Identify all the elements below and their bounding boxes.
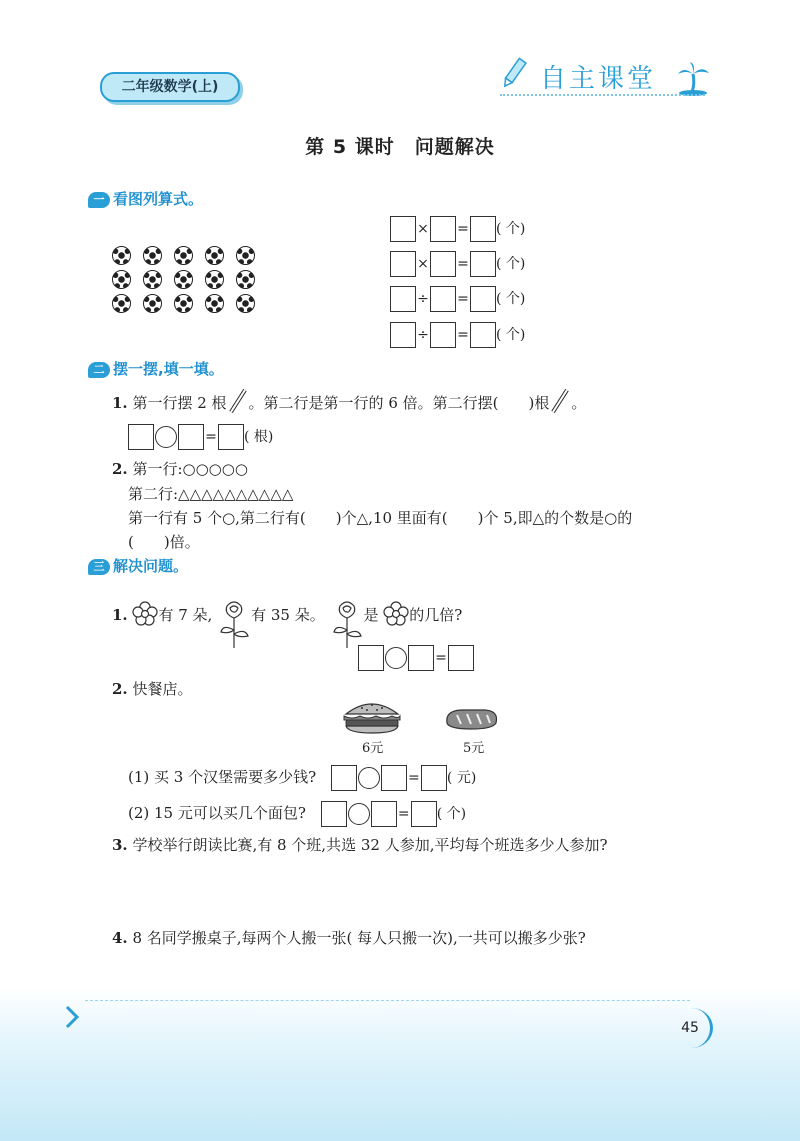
burger-price: 6元 xyxy=(362,741,384,756)
equals-sign: = xyxy=(408,770,420,786)
equals-sign: = xyxy=(457,327,469,343)
operator-circle[interactable] xyxy=(385,647,407,669)
section-3-number: 三 xyxy=(88,559,110,575)
q1-text-part: 有 35 朵。 xyxy=(251,606,325,624)
question-text: 学校举行朗读比赛,有 8 个班,共选 32 人参加,平均每个班选多少人参加? xyxy=(132,836,608,854)
section-2-number: 二 xyxy=(88,362,110,378)
q2-row1-text: 第一行:○○○○○ xyxy=(132,460,248,478)
section-3-title: 解决问题。 xyxy=(113,557,189,575)
section-2-heading xyxy=(88,358,224,379)
s2-question-1 xyxy=(112,388,586,414)
s2-q1-equation xyxy=(128,424,273,450)
s3-q2-sub1 xyxy=(128,765,476,791)
equals-sign: = xyxy=(457,291,469,307)
operator-circle[interactable] xyxy=(155,426,177,448)
answer-box[interactable] xyxy=(411,801,437,827)
q2-statement-line1: 第一行有 5 个○,第二行有( )个△,10 里面有( )个 5,即△的个数是○的 xyxy=(128,509,633,527)
s3-question-3 xyxy=(112,834,608,855)
question-number: 1. xyxy=(112,606,128,624)
answer-box[interactable] xyxy=(421,765,447,791)
soccer-ball-icon xyxy=(112,270,131,289)
soccer-ball-icon xyxy=(236,246,255,265)
q1-text-part: 是 xyxy=(363,606,379,624)
question-number: 3. xyxy=(112,836,128,854)
header-divider xyxy=(500,94,705,96)
answer-box[interactable] xyxy=(430,251,456,277)
equation-row-1 xyxy=(390,216,525,242)
answer-box[interactable] xyxy=(470,251,496,277)
brand-title: 自主课堂 xyxy=(540,64,657,94)
answer-box[interactable] xyxy=(430,286,456,312)
equation-row-4 xyxy=(390,322,525,348)
section-2-title: 摆一摆,填一填。 xyxy=(113,360,224,378)
s2-question-2 xyxy=(112,458,248,479)
unit-label: ( 个) xyxy=(496,221,526,237)
equals-sign: = xyxy=(457,221,469,237)
equals-sign: = xyxy=(205,429,217,445)
answer-box[interactable] xyxy=(408,645,434,671)
answer-box[interactable] xyxy=(390,216,416,242)
soccer-ball-icon xyxy=(205,270,224,289)
grade-label: 二年级数学(上) xyxy=(100,72,240,102)
answer-box[interactable] xyxy=(381,765,407,791)
bread-price: 5元 xyxy=(463,741,485,756)
stick-icon xyxy=(227,388,249,414)
answer-box[interactable] xyxy=(448,645,474,671)
chevron-right-icon xyxy=(64,1004,80,1034)
answer-box[interactable] xyxy=(218,424,244,450)
answer-box[interactable] xyxy=(470,286,496,312)
operator: × xyxy=(417,256,429,272)
soccer-ball-icon xyxy=(174,294,193,313)
section-3-heading xyxy=(88,555,188,576)
equals-sign: = xyxy=(397,806,410,822)
soccer-ball-icon xyxy=(205,294,224,313)
question-number: 4. xyxy=(112,929,128,947)
q2-title: 快餐店。 xyxy=(132,680,193,698)
rose-icon xyxy=(330,598,364,650)
q2-row2-text: 第二行:△△△△△△△△△△ xyxy=(128,485,294,503)
soccer-ball-icon xyxy=(112,246,131,265)
soccer-ball-icon xyxy=(143,246,162,265)
sub-question-text: (2) 15 元可以买几个面包? xyxy=(128,804,306,822)
answer-box[interactable] xyxy=(390,322,416,348)
s3-question-4 xyxy=(112,927,586,948)
section-1-title: 看图列算式。 xyxy=(113,190,204,208)
equals-sign: = xyxy=(457,256,469,272)
q2-statement-line2: ( )倍。 xyxy=(128,533,200,551)
answer-box[interactable] xyxy=(430,322,456,348)
operator-circle[interactable] xyxy=(358,767,380,789)
s3-question-2 xyxy=(112,678,192,699)
hamburger-icon xyxy=(342,698,402,738)
page-title: 第 5 课时 问题解决 xyxy=(305,136,495,158)
q1-text-part: 有 7 朵, xyxy=(158,606,213,624)
q1-text-part: 的几倍? xyxy=(409,606,463,624)
operator: × xyxy=(417,221,429,237)
s3-q1-equation xyxy=(358,645,474,671)
soccer-ball-icon xyxy=(112,294,131,313)
unit-label: ( 个) xyxy=(436,806,467,822)
soccer-ball-icon xyxy=(236,294,255,313)
flower-icon xyxy=(132,601,158,627)
flower-icon xyxy=(383,601,409,627)
operator: ÷ xyxy=(417,327,429,343)
equation-row-2 xyxy=(390,251,525,277)
equation-row-3 xyxy=(390,286,525,312)
q1-text-part: 第一行摆 2 根 xyxy=(132,394,227,412)
answer-box[interactable] xyxy=(331,765,357,791)
s3-q2-sub2 xyxy=(128,801,466,827)
question-number: 1. xyxy=(112,394,128,412)
answer-box[interactable] xyxy=(430,216,456,242)
pencil-icon xyxy=(500,56,528,94)
answer-box[interactable] xyxy=(470,322,496,348)
question-number: 2. xyxy=(112,680,128,698)
soccer-ball-icon xyxy=(236,270,255,289)
question-text: 8 名同学搬桌子,每两个人搬一张( 每人只搬一次),一共可以搬多少张? xyxy=(132,929,586,947)
sub-question-text: (1) 买 3 个汉堡需要多少钱? xyxy=(128,768,317,786)
bread-icon xyxy=(443,707,499,735)
answer-box[interactable] xyxy=(321,801,347,827)
answer-box[interactable] xyxy=(128,424,154,450)
soccer-ball-icon xyxy=(174,246,193,265)
rose-icon xyxy=(217,598,251,650)
question-number: 2. xyxy=(112,460,128,478)
unit-label: ( 根) xyxy=(244,429,274,445)
soccer-ball-icon xyxy=(143,270,162,289)
section-1-heading xyxy=(88,188,203,209)
soccer-ball-icon xyxy=(174,270,193,289)
unit-label: ( 元) xyxy=(446,770,477,786)
stick-icon xyxy=(549,388,571,414)
equals-sign: = xyxy=(435,650,447,666)
answer-box[interactable] xyxy=(178,424,204,450)
q1-text-part: 。第二行是第一行的 6 倍。第二行摆( )根 xyxy=(248,394,550,412)
answer-box[interactable] xyxy=(390,251,416,277)
q1-text-part: 。 xyxy=(571,394,587,412)
answer-box[interactable] xyxy=(358,645,384,671)
answer-box[interactable] xyxy=(371,801,397,827)
unit-label: ( 个) xyxy=(496,291,526,307)
section-1-number: 一 xyxy=(88,192,110,208)
page-number: 45 xyxy=(670,1008,713,1048)
answer-box[interactable] xyxy=(470,216,496,242)
answer-box[interactable] xyxy=(390,286,416,312)
operator: ÷ xyxy=(417,291,429,307)
soccer-ball-icon xyxy=(143,294,162,313)
footer-divider xyxy=(85,1000,690,1001)
soccer-ball-icon xyxy=(205,246,224,265)
operator-circle[interactable] xyxy=(348,803,370,825)
unit-label: ( 个) xyxy=(496,256,526,272)
s3-question-1 xyxy=(112,598,462,650)
unit-label: ( 个) xyxy=(496,327,526,343)
